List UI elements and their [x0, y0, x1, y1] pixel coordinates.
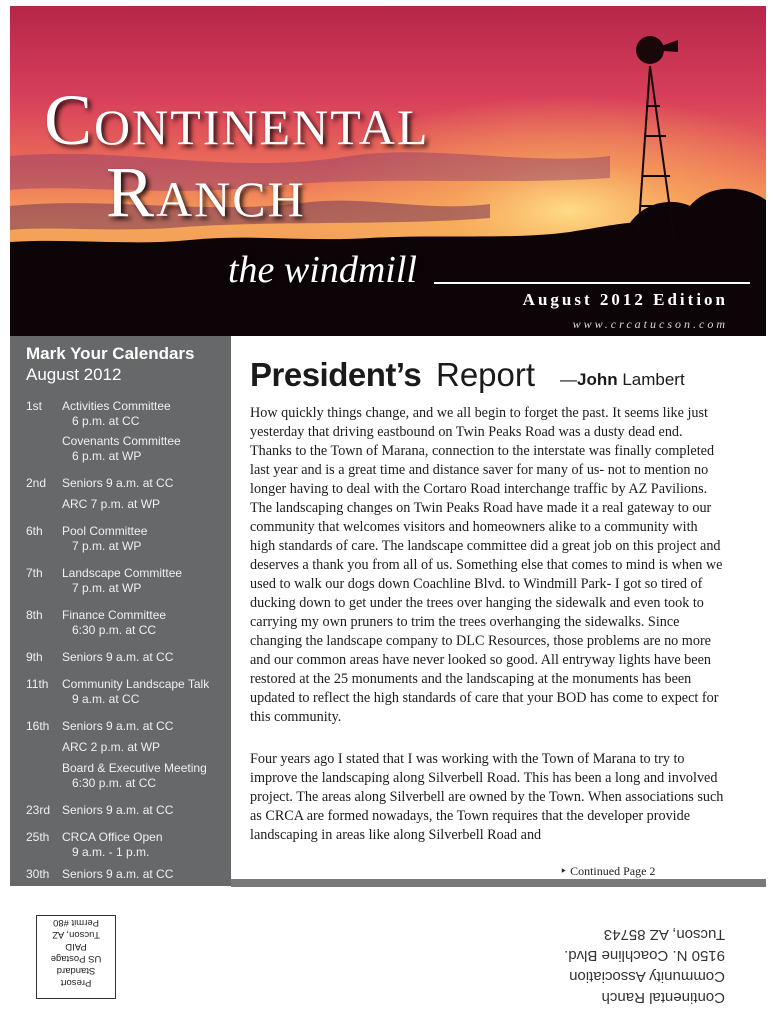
event-name: Landscape Committee [62, 566, 183, 580]
masthead [10, 6, 766, 336]
event-detail: 6 p.m. at WP [72, 449, 142, 463]
article-heading [250, 354, 724, 398]
event-day: 23rd [26, 803, 51, 817]
event-name: Seniors 9 a.m. at CC [62, 719, 174, 733]
event-day: 25th [26, 830, 50, 844]
event-name: Finance Committee [62, 608, 167, 622]
event-day: 8th [26, 608, 43, 622]
website-link[interactable]: www.crcatucson.com [572, 317, 728, 331]
presidents-report-article [250, 354, 724, 843]
event-detail: 7 p.m. at WP [72, 581, 142, 595]
event-day: 7th [26, 566, 43, 580]
author-last-name: Lambert [617, 370, 685, 389]
event-day: 2nd [26, 476, 47, 490]
permit-line: Tucson, AZ [52, 929, 100, 940]
continued-page-link[interactable]: ‣ Continued Page 2 [560, 864, 656, 878]
address-line: 9150 N. Coachline Blvd. [564, 947, 725, 964]
masthead-title-continental: Continental [44, 80, 430, 160]
event-name: Seniors 9 a.m. at CC [62, 476, 174, 490]
heading-report: Report [436, 356, 536, 393]
event-detail: 6 p.m. at CC [72, 414, 140, 428]
masthead-rule [434, 282, 750, 284]
event-detail: 7 p.m. at WP [72, 539, 142, 553]
permit-line: Presort [60, 977, 92, 988]
article-paragraph-2: Four years ago I stated that I was working with the Town of Marana to try to improve the landscaping along Silverbell Road. This has been a long and involved project. The areas along Silverbell are owned by the Town. When associations such as CRCA are formed nowadays, the Town requires that the developer provide landscaping in areas like along Silverbell Road and [250, 751, 724, 843]
address-line: Tucson, AZ 85743 [603, 926, 725, 943]
event-name: Seniors 9 a.m. at CC [62, 867, 174, 881]
event-name: Activities Committee [62, 399, 171, 413]
event-name: Covenants Committee [62, 434, 181, 448]
heading-presidents: President’s [250, 356, 422, 393]
author-first-name: John [577, 370, 618, 389]
postage-permit-box [36, 915, 116, 999]
event-name: Board & Executive Meeting [62, 761, 207, 775]
event-name: ARC 2 p.m. at WP [62, 740, 161, 754]
event-detail: 6:30 p.m. at CC [72, 623, 157, 637]
return-address [555, 924, 725, 1008]
calendar-month: August 2012 [26, 365, 122, 384]
event-name: Seniors 9 a.m. at CC [62, 650, 174, 664]
divider-band [231, 879, 766, 887]
event-detail: 6:30 p.m. at CC [72, 776, 157, 790]
event-day: 9th [26, 650, 43, 664]
calendar-sidebar [10, 336, 231, 886]
event-name: Pool Committee [62, 524, 148, 538]
permit-line: PAID [65, 941, 87, 952]
event-day: 1st [26, 399, 43, 413]
event-detail: 9 a.m. at CC [72, 692, 140, 706]
event-day: 11th [26, 677, 49, 691]
event-name: Seniors 9 a.m. at CC [62, 803, 174, 817]
masthead-title-ranch: Ranch [106, 152, 306, 232]
address-line: Community Association [569, 968, 725, 985]
event-name: CRCA Office Open [62, 830, 163, 844]
event-day: 16th [26, 719, 50, 733]
address-line: Continental Ranch [601, 989, 725, 1006]
permit-line: Permit #80 [53, 917, 99, 928]
article-byline [560, 370, 685, 390]
event-day: 6th [26, 524, 43, 538]
edition-label: August 2012 Edition [522, 290, 728, 309]
byline-dash: — [560, 370, 577, 389]
masthead-subtitle: the windmill [228, 249, 417, 291]
permit-line: Standard [56, 965, 96, 976]
event-name: Community Landscape Talk [62, 677, 210, 691]
permit-line: US Postage [50, 953, 102, 964]
article-paragraph-1: How quickly things change, and we all begin to forget the past. It seems like just yesterday that driving eastbound on Twin Peaks Road was a dusty dead end. Thanks to the Town of Marana, connection to the interstate was finally completed last year and is a great time and distance saver for many of us- not to mention no longer having to deal with the Cortaro Road interchange traffic by AZ Pavilions. The landscaping changes on Twin Peaks Road have made it a real gateway to our community that welcomes visitors and homeowners alike to a community with high standards of care. The landscape committee did a great job on this project and deserves a thank you from all of us. Something else that comes to mind is when we used to walk our dogs down Coachline Blvd. to Windmill Park- I got so tired of ducking down to get under the trees over hanging the sidewalk and even took to carrying my own pruners to trim the trees overhanging the sidewalks. Since changing the landscape company to DLC Resources, those problems are no more and our common areas have never looked so good. All entryway lights have been restored at the 25 monuments and the landscaping at the monuments has been updated to reflect the high standards of care that your BOD has come to expect for this community. [250, 405, 723, 725]
event-day: 30th [26, 867, 50, 881]
event-name: ARC 7 p.m. at WP [62, 497, 161, 511]
event-detail: 9 a.m. - 1 p.m. [72, 845, 150, 859]
calendar-title: Mark Your Calendars [26, 344, 195, 363]
